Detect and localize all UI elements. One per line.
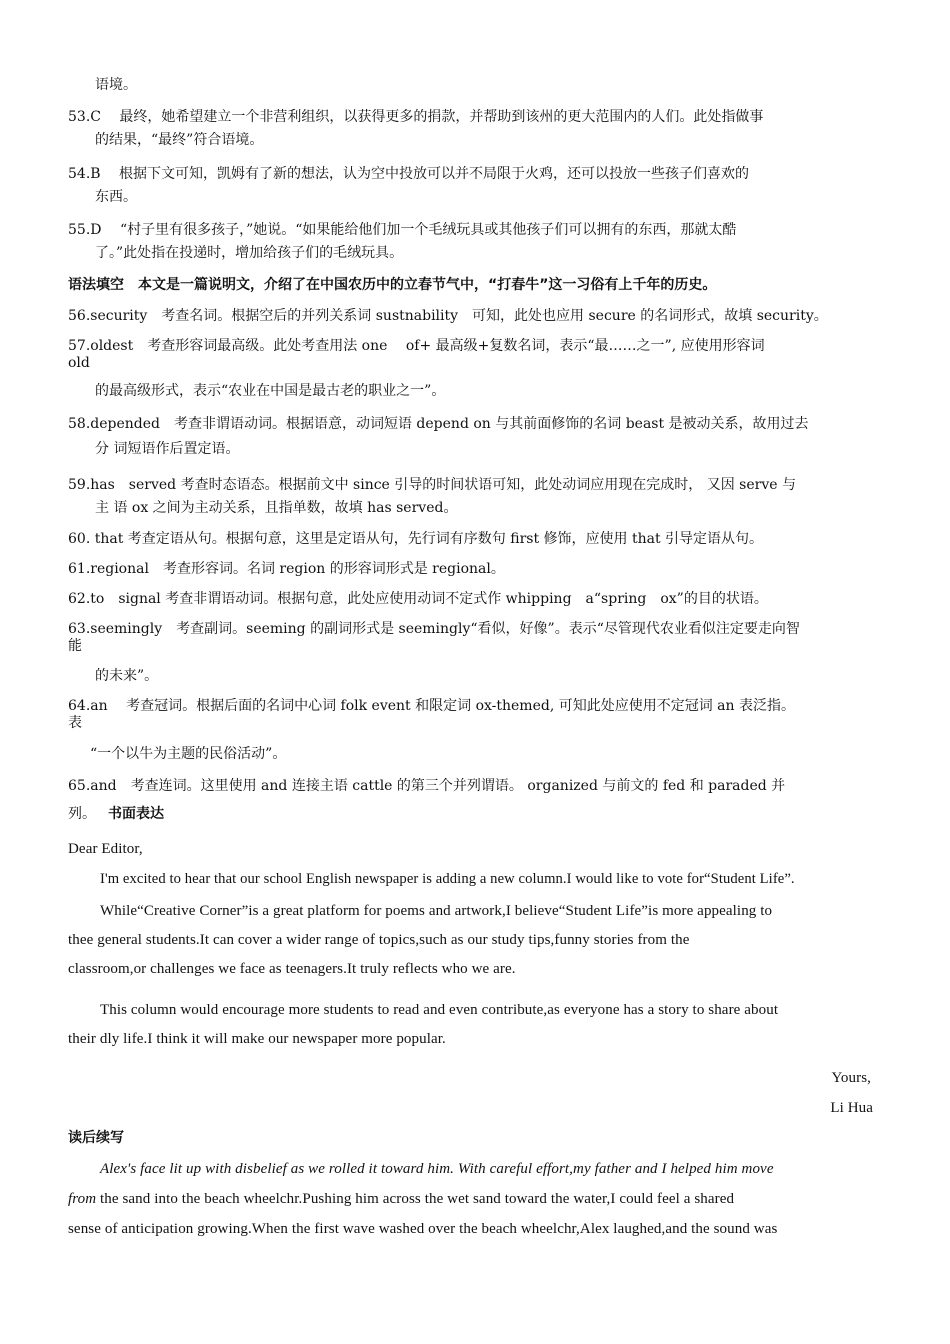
letter-salutation: Dear Editor,	[68, 841, 143, 857]
section-heading-grammar: 语法填空 本文是一篇说明文，介绍了在中国农历中的立春节气中，“打春牛”这一习俗有上千年的历史。	[68, 277, 717, 293]
text-line: 主 语 ox 之间为主动关系，且指单数，故填 has served。	[95, 500, 458, 516]
text-line: 的结果，“最终”符合语境。	[95, 132, 264, 148]
answer-60: 60. that 考查定语从句。根据句意，这里是定语从句，先行词有序数句 first 修饰，应使用 that 引导定语从句。	[68, 531, 764, 547]
answer-65: 65.and 考查连词。这里使用 and 连接主语 cattle 的第三个并列谓语。 organized 与前文的 fed 和 paraded 并	[68, 778, 786, 794]
text-line: 能	[68, 638, 82, 654]
text-line: their dly life.I think it will make our newspaper more popular.	[68, 1031, 446, 1047]
text-line: old	[68, 355, 90, 371]
letter-closing: Yours,	[831, 1070, 871, 1086]
text-line: 表	[68, 715, 82, 731]
text-line: 的未来”。	[95, 668, 159, 684]
text-line: from	[68, 1191, 97, 1207]
continuation-paragraph: Alex's face lit up with disbelief as we rolled it toward him. With careful effort,my father and I helped him move	[100, 1161, 774, 1177]
text-line: thee general students.It can cover a wider range of topics,such as our study tips,funny stories from the	[68, 932, 690, 948]
section-heading-continuation: 读后续写	[68, 1130, 124, 1146]
letter-signature: Li Hua	[830, 1100, 873, 1116]
text-line: “一个以牛为主题的民俗活动”。	[90, 746, 287, 762]
text-line: 分 词短语作后置定语。	[95, 441, 240, 457]
answer-62: 62.to signal 考查非谓语动词。根据句意，此处应使用动词不定式作 whipping a“spring ox”的目的状语。	[68, 591, 768, 607]
answer-61: 61.regional 考查形容词。名词 region 的形容词形式是 regional。	[68, 561, 505, 577]
text-line: 了。”此处指在投递时，增加给孩子们的毛绒玩具。	[95, 245, 404, 261]
text-line: the sand into the beach wheelchr.Pushing him across the wet sand toward the water,I could feel a shared	[100, 1191, 735, 1207]
text-line: classroom,or challenges we face as teenagers.It truly reflects who we are.	[68, 961, 516, 977]
letter-paragraph-1: I'm excited to hear that our school English newspaper is adding a new column.I would like to vote for“Student Life”.	[100, 871, 795, 887]
letter-paragraph-3: This column would encourage more students to read and even contribute,as everyone has a story to share about	[100, 1002, 779, 1018]
answer-53: 53.C 最终，她希望建立一个非营利组织，以获得更多的捐款，并帮助到该州的更大范围内的人们。此处指做事	[68, 109, 764, 125]
answer-56: 56.security 考查名词。根据空后的并列关系词 sustnability 可知，此处也应用 secure 的名词形式，故填 security。	[68, 308, 828, 324]
answer-59: 59.has served 考查时态语态。根据前文中 since 引导的时间状语可知，此处动词应用现在完成时， 又因 serve 与	[68, 477, 796, 493]
text-line: sense of anticipation growing.When the first wave washed over the beach wheelchr,Alex laughed,and the sound was	[68, 1221, 778, 1237]
text-line: 列。	[68, 806, 96, 822]
text-line: 的最高级形式，表示“农业在中国是最古老的职业之一”。	[95, 383, 446, 399]
section-heading-writing: 书面表达	[108, 806, 164, 822]
answer-55: 55.D “村子里有很多孩子，”她说。“如果能给他们加一个毛绒玩具或其他孩子们可以拥有的东西，那就太酷	[68, 222, 737, 238]
answer-57: 57.oldest 考查形容词最高级。此处考查用法 one of+ 最高级+复数名词，表示“最……之一”, 应使用形容词	[68, 338, 765, 354]
text-line: 语境。	[95, 77, 137, 93]
answer-58: 58.depended 考查非谓语动词。根据语意，动词短语 depend on 与其前面修饰的名词 beast 是被动关系，故用过去	[68, 416, 809, 432]
letter-paragraph-2: While“Creative Corner”is a great platform for poems and artwork,I believe“Student Life”is more appealing to	[100, 903, 773, 919]
answer-64: 64.an 考查冠词。根据后面的名词中心词 folk event 和限定词 ox-themed, 可知此处应使用不定冠词 an 表泛指。	[68, 698, 795, 714]
answer-54: 54.B 根据下文可知，凯姆有了新的想法，认为空中投放可以并不局限于火鸡，还可以投放一些孩子们喜欢的	[68, 166, 750, 182]
text-line: 东西。	[95, 189, 137, 205]
answer-63: 63.seemingly 考查副词。seeming 的副词形式是 seemingly“看似，好像”。表示“尽管现代农业看似注定要走向智	[68, 621, 800, 637]
